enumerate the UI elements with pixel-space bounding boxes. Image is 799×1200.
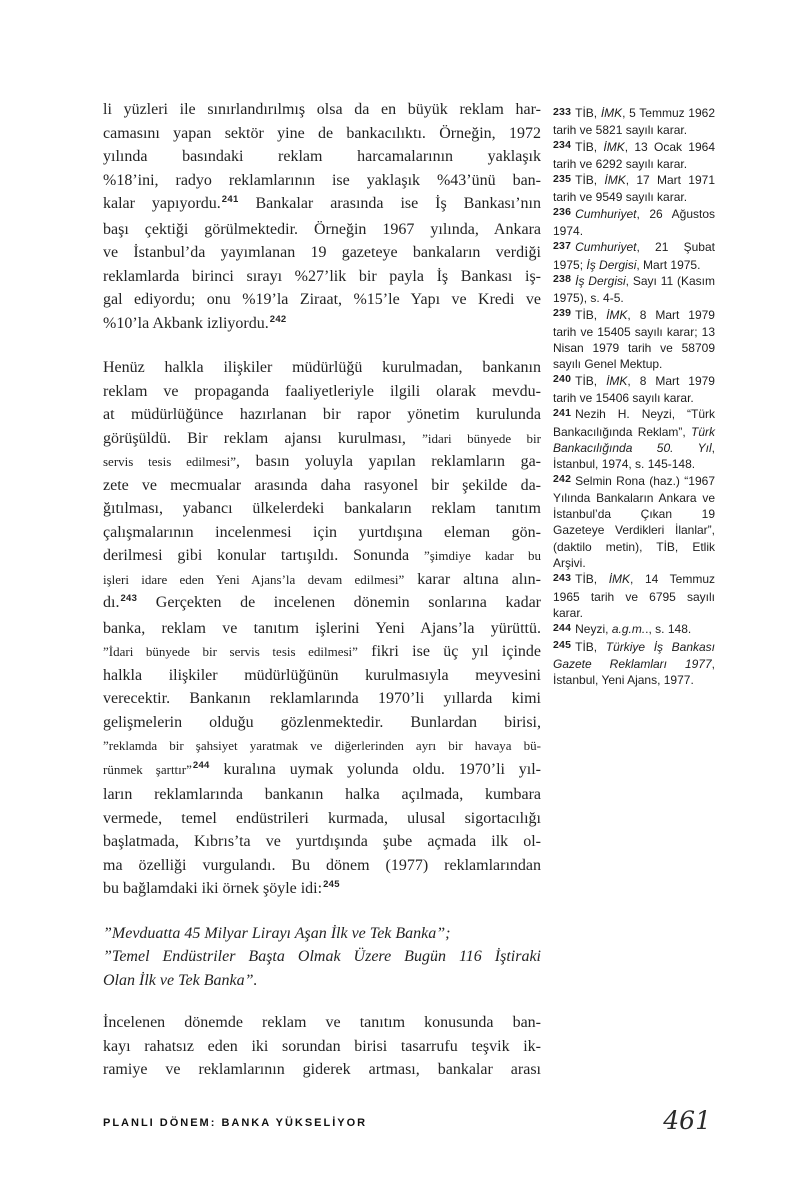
text-segment: li yüzleri ile sınırlandırılmış olsa da en büyük reklam har- bbox=[103, 101, 541, 118]
footnote-text: , İstanbul, 1974, s. 145-148. bbox=[553, 440, 715, 472]
text-segment: ramiye ve reklamlarının giderek artması, bankalar arası bbox=[103, 1061, 541, 1078]
text-segment: ”Temel Endüstriler Başta Olmak Üzere Bugün 116 İştiraki bbox=[103, 948, 541, 965]
text-line bbox=[103, 922, 541, 946]
text-line bbox=[103, 687, 541, 711]
text-line bbox=[103, 312, 541, 338]
block-quote bbox=[103, 922, 541, 993]
footnote-ref: 242 bbox=[269, 313, 287, 325]
footnote-text: İş Dergisi bbox=[575, 273, 626, 288]
text-segment: Bankalar arasında ise İş Bankası’nın bbox=[238, 195, 541, 212]
text-line bbox=[103, 734, 541, 758]
text-segment: karar altına alın- bbox=[404, 570, 542, 588]
text-line bbox=[103, 640, 541, 664]
footnote-text: TİB, bbox=[575, 106, 601, 120]
footnote-text: Cumhuriyet bbox=[575, 206, 637, 221]
text-line bbox=[103, 591, 541, 617]
footnote-text: Selmin Rona (haz.) “1967 Yılında Bankaların Ankara ve İstanbul’da Çıkan 19 Gazeteye Verdikleri İlanlar”, (daktilo metin), TİB, Etlik Arşivi. bbox=[553, 473, 715, 571]
text-line bbox=[103, 830, 541, 854]
text-segment: Henüz halkla ilişkiler müdürlüğü kurulmadan, bankanın bbox=[103, 359, 541, 376]
text-segment: ve İstanbul’da yayımlanan 19 gazeteye bankaların verdiği bbox=[103, 244, 541, 261]
text-line bbox=[103, 664, 541, 688]
text-segment: kalar yapıyordu. bbox=[103, 195, 221, 212]
footnote-number: 233 bbox=[553, 105, 572, 118]
text-line bbox=[103, 450, 541, 474]
footnote-text: , 5 Temmuz 1962 tarih ve 5821 sayılı karar. bbox=[553, 106, 716, 138]
footnote bbox=[553, 273, 715, 307]
text-segment: vermede, temel endüstrileri kurmada, ulusal sigortacılığı bbox=[103, 809, 541, 827]
footnote-text: , Mart 1975. bbox=[636, 257, 701, 272]
footnotes-column bbox=[553, 105, 715, 688]
footnote-number: 242 bbox=[553, 473, 572, 486]
footnote-number: 234 bbox=[553, 139, 572, 152]
footnote bbox=[553, 239, 715, 273]
footnote-text: İş Dergisi bbox=[586, 257, 637, 272]
text-line bbox=[103, 783, 541, 807]
text-segment: zete ve mecmualar arasında daha rasyonel bir şekilde da- bbox=[103, 476, 541, 494]
text-line bbox=[103, 241, 541, 265]
footnote-text: İMK bbox=[606, 307, 628, 322]
text-line bbox=[103, 192, 541, 218]
text-line bbox=[103, 169, 541, 193]
footnote-number: 245 bbox=[553, 639, 572, 651]
text-segment: at müdürlüğünce hazırlanan bir rapor yönetim kurulunda bbox=[103, 406, 541, 423]
text-segment: gal ediyordu; onu %19’la Ziraat, %15’le Yapı ve Kredi ve bbox=[103, 291, 541, 308]
text-segment: ğıtılması, yabancı ülkelerdeki bankaların reklam tanıtım bbox=[103, 500, 541, 517]
footnote-ref: 243 bbox=[120, 593, 138, 604]
footnote-number: 236 bbox=[553, 206, 572, 219]
text-segment: İncelenen dönemde reklam ve tanıtım konusunda ban- bbox=[103, 1014, 541, 1031]
body-paragraph bbox=[103, 356, 541, 903]
footnote-number: 237 bbox=[553, 239, 572, 252]
footnote bbox=[553, 206, 715, 240]
footnote-number: 235 bbox=[553, 172, 572, 185]
footnote-number: 244 bbox=[553, 621, 572, 634]
text-line bbox=[103, 758, 541, 784]
text-line bbox=[103, 98, 541, 122]
footnote-number: 238 bbox=[553, 273, 572, 286]
footnote-text: TİB, bbox=[575, 307, 607, 322]
text-segment: Gerçekten de incelenen dönemin sonlarına kadar bbox=[137, 594, 541, 611]
text-line bbox=[103, 877, 541, 903]
footnote-text: Türkiye İş Bankası Gazete Reklamları 1977 bbox=[553, 639, 716, 671]
text-segment: dı. bbox=[103, 594, 120, 611]
text-line bbox=[103, 380, 541, 404]
text-line bbox=[103, 1011, 541, 1035]
footnote-text: , 8 Mart 1979 tarih ve 15406 sayılı karar. bbox=[553, 373, 715, 406]
footnote-ref: 245 bbox=[323, 879, 340, 890]
text-segment: servis tesis edilmesi” bbox=[103, 454, 236, 469]
text-line bbox=[103, 474, 541, 498]
footnote-text: , 21 Şubat 1975; bbox=[553, 240, 715, 272]
footnote bbox=[553, 307, 715, 373]
footnote-text: TİB, bbox=[575, 139, 604, 154]
text-segment: ”İdari bünyede bir servis tesis edilmesi” bbox=[103, 644, 358, 659]
text-segment: başlatmada, Kıbrıs’ta ve yurtdışında şube açmada ilk ol- bbox=[103, 833, 541, 850]
footnote-text: , 13 Ocak 1964 tarih ve 6292 sayılı karar. bbox=[553, 139, 715, 171]
footnote-text: Türk Bankacılığında 50. Yıl bbox=[553, 424, 715, 455]
body-paragraph bbox=[103, 98, 541, 337]
text-segment: ma özelliği vurgulandı. Bu dönem (1977) reklamlarından bbox=[103, 856, 541, 874]
text-segment: ”reklamda bir şahsiyet yaratmak ve diğerlerinden ayrı bir havaya bü- bbox=[103, 738, 541, 753]
footnote-text: İMK bbox=[604, 173, 626, 188]
body-paragraph bbox=[103, 1011, 541, 1082]
footnote-text: İMK bbox=[600, 106, 623, 120]
footnote bbox=[553, 406, 715, 472]
text-segment: verecektir. Bankanın reklamlarında 1970’li yıllarda kimi bbox=[103, 690, 541, 707]
text-segment: bu bağlamdaki iki örnek şöyle idi: bbox=[103, 880, 323, 897]
footnote-number: 243 bbox=[553, 571, 572, 584]
footnote bbox=[553, 639, 715, 689]
footnote-text: TİB, bbox=[575, 373, 607, 388]
footnote-ref: 241 bbox=[221, 194, 239, 205]
text-segment: Olan İlk ve Tek Banka”. bbox=[103, 971, 258, 989]
footnote-text: , 14 Temmuz 1965 tarih ve 6795 sayılı karar. bbox=[553, 572, 715, 620]
text-segment: rünmek şarttır” bbox=[103, 761, 192, 777]
text-line bbox=[103, 969, 541, 993]
footnote-text: TİB, bbox=[575, 572, 609, 587]
text-segment: , basın yoluyla yapılan reklamların ga- bbox=[235, 453, 542, 470]
text-segment: banka, reklam ve tanıtım işlerini Yeni Ajans’la yürüttü. bbox=[103, 619, 541, 637]
main-column bbox=[103, 98, 541, 1101]
text-segment: kayı rahatsız eden iki sorundan birisi tasarrufu teşvik ik- bbox=[103, 1037, 541, 1055]
text-line bbox=[103, 1035, 541, 1059]
text-line bbox=[103, 807, 541, 831]
text-segment: ”şimdiye kadar bu bbox=[423, 548, 541, 563]
text-segment: kuralına uymak yolunda oldu. 1970’li yıl- bbox=[209, 760, 541, 778]
footnote bbox=[553, 105, 715, 139]
footnote-text: İMK bbox=[606, 373, 628, 388]
text-line bbox=[103, 1058, 541, 1082]
text-segment: yılında basındaki reklam harcamalarının yaklaşık bbox=[103, 148, 541, 165]
running-footer: PLANLI DÖNEM: BANKA YÜKSELİYOR bbox=[103, 1117, 368, 1129]
text-segment: derilmesi gibi konular tartışıldı. Sonunda bbox=[103, 547, 424, 564]
text-segment: reklamlarda birinci sırayı %27’lik bir payla İş Bankası iş- bbox=[103, 267, 541, 285]
text-line bbox=[103, 945, 541, 969]
footnote-ref: 244 bbox=[192, 759, 210, 771]
text-line bbox=[103, 288, 541, 312]
footnote-text: , İstanbul, Yeni Ajans, 1977. bbox=[553, 656, 715, 688]
text-segment: %18’ini, radyo reklamlarının ise yaklaşık %43’ünü ban- bbox=[103, 171, 541, 189]
text-segment: %10’la Akbank izliyordu. bbox=[103, 314, 269, 332]
footnote-text: , 26 Ağustos 1974. bbox=[553, 206, 715, 239]
footnote bbox=[553, 373, 715, 407]
footnote bbox=[553, 473, 715, 572]
footnote-text: İMK bbox=[603, 139, 625, 154]
footnote-text: Nezih H. Neyzi, “Türk Bankacılığında Reklam”, bbox=[553, 407, 715, 439]
footnote-text: Neyzi, bbox=[575, 622, 612, 637]
text-line bbox=[103, 711, 541, 735]
footnote-text: TİB, bbox=[575, 173, 605, 188]
text-line bbox=[103, 497, 541, 521]
footnote-text: ., s. 148. bbox=[645, 622, 692, 637]
text-line bbox=[103, 521, 541, 545]
text-segment: çalışmalarının incelenmesi için yurtdışına eleman gön- bbox=[103, 523, 541, 541]
text-segment: halkla ilişkiler müdürlüğünün kurulmasıyla meyvesini bbox=[103, 666, 541, 684]
footnote bbox=[553, 571, 715, 621]
footnote bbox=[553, 139, 715, 173]
text-line bbox=[103, 122, 541, 146]
footnote-text: , 8 Mart 1979 tarih ve 15405 sayılı karar; 13 Nisan 1979 tarih ve 58709 sayılı Genel Mektup. bbox=[553, 307, 715, 372]
text-line bbox=[103, 854, 541, 878]
text-segment: ”idari bünyede bir bbox=[422, 430, 541, 446]
footnote-text: TİB, bbox=[575, 639, 606, 654]
page-number: 461 bbox=[663, 1106, 711, 1135]
text-segment: camasını yapan sektör yine de bankacılıktı. Örneğin, 1972 bbox=[103, 124, 541, 142]
text-line bbox=[103, 544, 541, 568]
text-segment: işleri idare eden Yeni Ajans’la devam edilmesi” bbox=[103, 571, 405, 587]
footnote bbox=[553, 621, 715, 638]
text-line bbox=[103, 403, 541, 427]
footnote bbox=[553, 172, 715, 206]
text-line bbox=[103, 356, 541, 380]
footnote-number: 241 bbox=[553, 406, 572, 419]
text-line bbox=[103, 617, 541, 641]
footnote-number: 240 bbox=[553, 373, 572, 386]
text-segment: fikri ise üç yıl içinde bbox=[357, 643, 541, 660]
footnote-text: , Sayı 11 (Kasım 1975), s. 4-5. bbox=[553, 273, 715, 306]
text-line bbox=[103, 568, 541, 592]
text-segment: ”Mevduatta 45 Milyar Lirayı Aşan İlk ve Tek Banka”; bbox=[103, 924, 451, 942]
footnote-text: İMK bbox=[608, 572, 631, 587]
text-line bbox=[103, 427, 541, 451]
text-segment: başı çektiği görülmektedir. Örneğin 1967 yılında, Ankara bbox=[103, 220, 541, 238]
footnote-text: Cumhuriyet bbox=[575, 240, 637, 255]
footnote-text: a.g.m. bbox=[611, 622, 646, 637]
text-line bbox=[103, 145, 541, 169]
text-segment: görüşüldü. Bir reklam ajansı kurulması, bbox=[103, 429, 423, 447]
footnote-text: , 17 Mart 1971 tarih ve 9549 sayılı karar. bbox=[553, 173, 715, 205]
footnote-number: 239 bbox=[553, 307, 572, 320]
text-line bbox=[103, 218, 541, 242]
text-segment: reklam ve propaganda faaliyetleriyle ilgili olarak mevdu- bbox=[103, 382, 541, 400]
text-line bbox=[103, 265, 541, 289]
text-segment: gelişmelerin olduğu gözlenmektedir. Bunlardan birisi, bbox=[103, 713, 541, 731]
text-segment: ların reklamlarında bankanın halka açılmada, kumbara bbox=[103, 786, 541, 803]
